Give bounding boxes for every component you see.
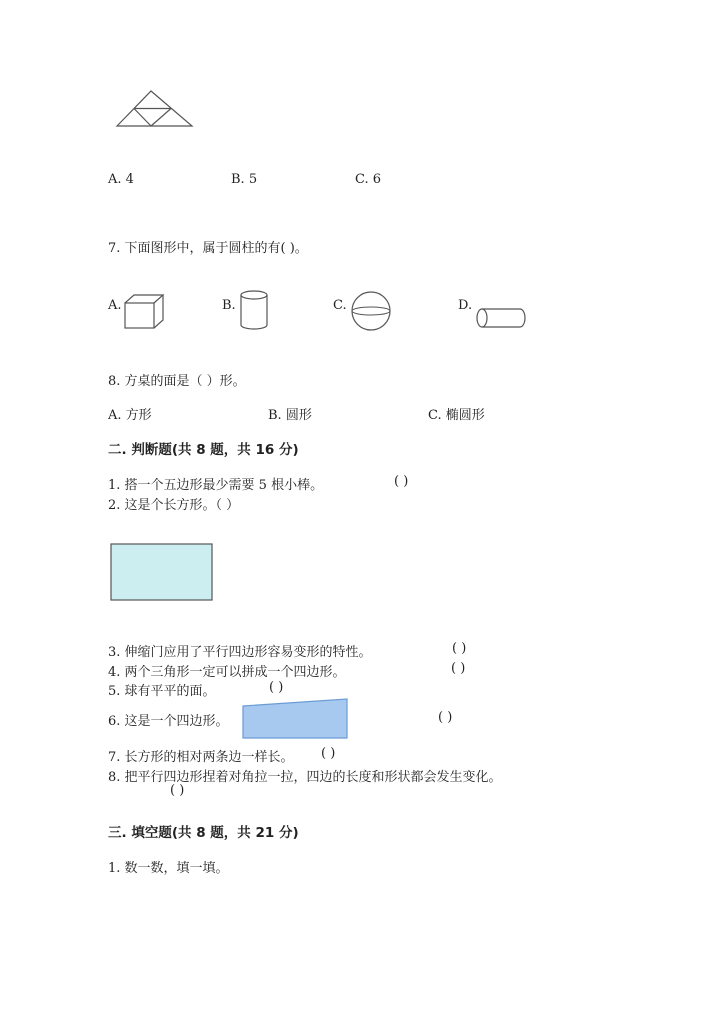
q6-option-c: C. 6 (355, 172, 382, 187)
q7-option-b: B. (222, 298, 236, 313)
judge-item-3-bracket: ( ) (452, 641, 467, 656)
quadrilateral-figure (240, 698, 350, 740)
q8-option-b: B. 圆形 (268, 408, 312, 423)
sphere-icon (349, 290, 393, 332)
q8-option-a: A. 方形 (108, 408, 152, 423)
judge-item-5-bracket: ( ) (269, 680, 284, 695)
q8-option-c: C. 椭圆形 (428, 408, 485, 423)
q7-question: 7. 下面图形中，属于圆柱的有( )。 (108, 241, 308, 256)
judge-item-1-bracket: ( ) (394, 474, 409, 489)
judge-item-6-bracket: ( ) (438, 710, 453, 725)
q7-option-c: C. (333, 298, 347, 313)
q6-option-a: A. 4 (108, 172, 134, 187)
judge-item-8: 8. 把平行四边形捏着对角拉一拉，四边的长度和形状都会发生变化。 (108, 770, 502, 785)
q6-option-b: B. 5 (231, 172, 258, 187)
cube-icon (122, 293, 166, 331)
section-2-title: 二. 判断题(共 8 题，共 16 分) (108, 442, 299, 458)
judge-item-8-bracket: ( ) (170, 783, 185, 798)
judge-item-5: 5. 球有平平的面。 (108, 684, 216, 699)
cylinder-upright-icon (238, 289, 270, 331)
q8-question: 8. 方桌的面是（ ）形。 (108, 374, 246, 389)
triangle-figure (114, 88, 196, 132)
rectangle-figure (110, 543, 214, 602)
q7-option-a: A. (108, 298, 122, 313)
judge-item-6: 6. 这是一个四边形。 (108, 714, 229, 729)
judge-item-7-bracket: ( ) (321, 746, 336, 761)
cylinder-lying-icon (474, 306, 528, 330)
judge-item-2: 2. 这是个长方形。（ ） (108, 498, 240, 513)
judge-item-3: 3. 伸缩门应用了平行四边形容易变形的特性。 (108, 645, 372, 660)
judge-item-4: 4. 两个三角形一定可以拼成一个四边形。 (108, 665, 346, 680)
q7-option-d: D. (458, 298, 473, 313)
section-3-title: 三. 填空题(共 8 题，共 21 分) (108, 825, 299, 841)
judge-item-1: 1. 搭一个五边形最少需要 5 根小棒。 (108, 478, 324, 493)
judge-item-7: 7. 长方形的相对两条边一样长。 (108, 750, 294, 765)
fill-item-1: 1. 数一数，填一填。 (108, 861, 229, 876)
judge-item-4-bracket: ( ) (451, 661, 466, 676)
